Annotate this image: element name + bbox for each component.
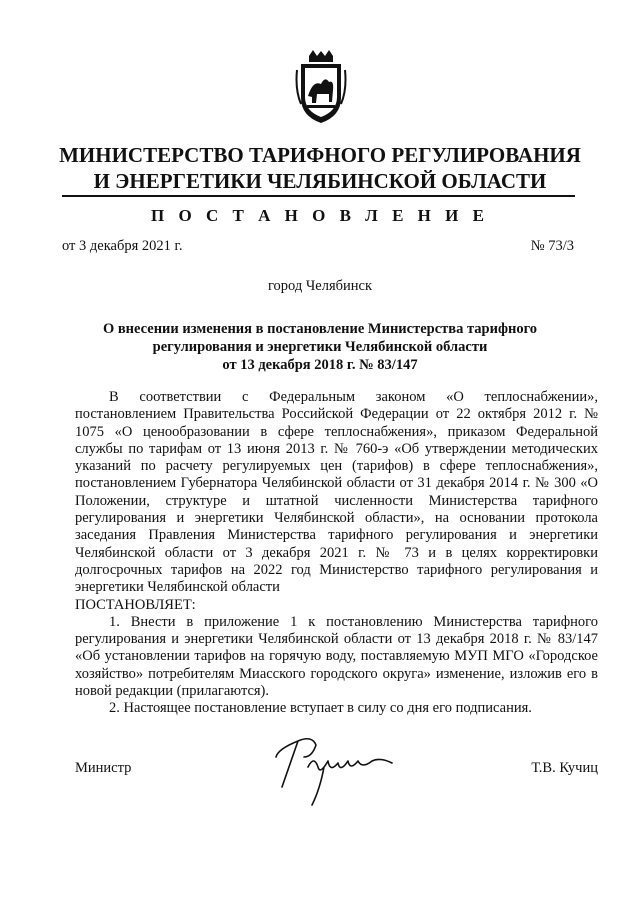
- item-2-paragraph: 2. Настоящее постановление вступает в силу со дня его подписания.: [109, 700, 532, 717]
- ministry-title-line2: И ЭНЕРГЕТИКИ ЧЕЛЯБИНСКОЙ ОБЛАСТИ: [93, 169, 547, 193]
- subject-line2: регулирования и энергетики Челябинской области: [152, 339, 488, 355]
- header-divider: [62, 195, 575, 197]
- ministry-title-line1: МИНИСТЕРСТВО ТАРИФНОГО РЕГУЛИРОВАНИЯ: [59, 143, 581, 167]
- coat-of-arms-icon: [295, 50, 347, 124]
- ministry-title: [40, 142, 600, 194]
- document-subject: [60, 320, 580, 374]
- item-1-paragraph: 1. Внести в приложение 1 к постановлению Министерства тарифного регулирования и энергетики Челябинской области от 13 декабря 2018 г. № 83/147 «Об установлении тарифов на горячую воду, поставляемую МУП МГО «Городское хозяйство» потребителям Миасского городского округа» изменение, изложив его в новой редакции (прилагаются).: [75, 613, 598, 700]
- resolves-heading: ПОСТАНОВЛЯЕТ:: [75, 596, 196, 613]
- document-date: от 3 декабря 2021 г.: [62, 238, 183, 254]
- document-city: город Челябинск: [267, 278, 373, 294]
- signatory-position: Министр: [75, 760, 132, 776]
- subject-line3: от 13 декабря 2018 г. № 83/147: [222, 357, 418, 373]
- subject-line1: О внесении изменения в постановление Министерства тарифного: [102, 321, 538, 337]
- document-type: П О С Т А Н О В Л Е Н И Е: [151, 206, 489, 225]
- signatory-name: Т.В. Кучиц: [531, 760, 598, 776]
- handwritten-signature: [268, 727, 408, 807]
- preamble-paragraph: В соответствии с Федеральным законом «О теплоснабжении», постановлением Правительства Российской Федерации от 22 октября 2012 г. № 1075 «О ценообразовании в сфере теплоснабжения», приказом Федеральной службы по тарифам от 13 июня 2013 г. № 760-э «Об утверждении методических указаний по расчету регулируемых цен (тарифов) в сфере теплоснабжения», постановлением Губернатора Челябинской области от 31 декабря 2014 г. № 300 «О Положении, структуре и штатной численности Министерства тарифного регулирования и энергетики Челябинской области», на основании протокола заседания Правления Министерства тарифного регулирования и энергетики Челябинской области от 3 декабря 2021 г. № 73 и в целях корректировки долгосрочных тарифов на 2022 год Министерство тарифного регулирования и энергетики Челябинской области: [75, 389, 598, 596]
- document-body: [75, 389, 598, 718]
- document-number: № 73/3: [530, 238, 574, 254]
